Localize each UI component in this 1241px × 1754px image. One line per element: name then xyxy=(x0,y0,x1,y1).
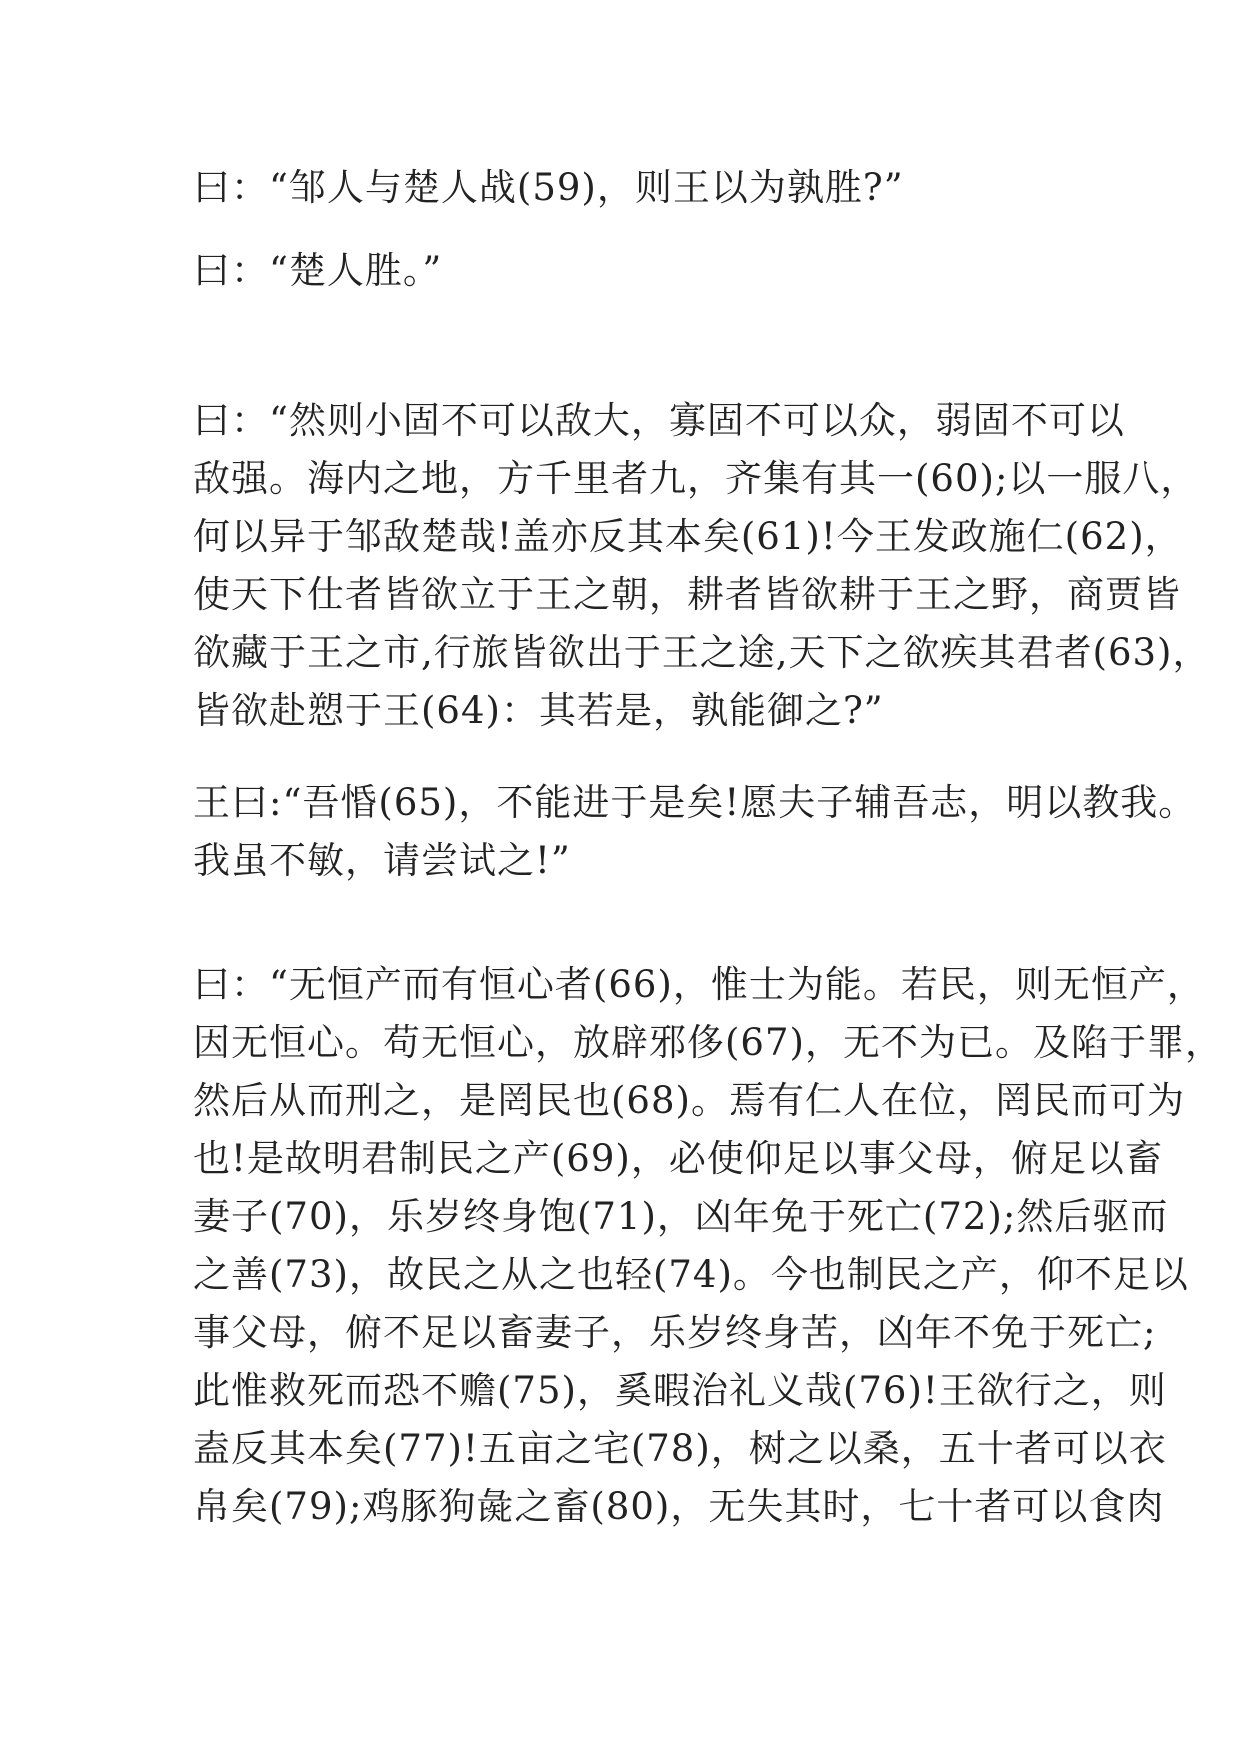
text-line: 也!是故明君制民之产(69)，必使仰足以事父母，俯足以畜 xyxy=(193,1137,1163,1180)
text-line: 曰：“楚人胜。” xyxy=(193,249,443,292)
text-line: 我虽不敏，请尝试之!” xyxy=(193,839,571,882)
text-line: 之善(73)，故民之从之也轻(74)。今也制民之产，仰不足以 xyxy=(193,1253,1189,1296)
text-line: 敌强。海内之地，方千里者九，齐集有其一(60);以一服八， xyxy=(193,457,1199,500)
text-line: 帛矣(79);鸡豚狗彘之畜(80)，无失其时，七十者可以食肉 xyxy=(193,1485,1165,1528)
text-line: 使天下仕者皆欲立于王之朝，耕者皆欲耕于王之野，商贾皆 xyxy=(193,573,1181,616)
paragraph-4 xyxy=(193,774,1197,890)
text-line: 曰：“邹人与楚人战(59)，则王以为孰胜?” xyxy=(193,166,904,209)
paragraph-1 xyxy=(193,159,1073,217)
text-line: 王曰:“吾惛(65)，不能进于是矣!愿夫子辅吾志，明以教我。 xyxy=(193,781,1197,824)
text-line: 盍反其本矣(77)!五亩之宅(78)，树之以桑，五十者可以衣 xyxy=(193,1427,1167,1470)
text-line: 曰：“无恒产而有恒心者(66)，惟士为能。若民，则无恒产， xyxy=(193,963,1205,1006)
text-line: 欲藏于王之市,行旅皆欲出于王之途,天下之欲疾其君者(63)， xyxy=(193,631,1211,674)
paragraph-5 xyxy=(193,956,1223,1536)
text-line: 皆欲赴愬于王(64)：其若是，孰能御之?” xyxy=(193,689,884,732)
paragraph-3 xyxy=(193,392,1211,740)
paragraph-2 xyxy=(193,242,1073,300)
text-line: 何以异于邹敌楚哉!盖亦反其本矣(61)!今王发政施仁(62)， xyxy=(193,515,1183,558)
text-line: 曰：“然则小固不可以敌大，寡固不可以众，弱固不可以 xyxy=(193,399,1125,442)
text-line: 因无恒心。苟无恒心，放辟邪侈(67)，无不为已。及陷于罪， xyxy=(193,1021,1223,1064)
text-line: 妻子(70)，乐岁终身饱(71)，凶年免于死亡(72);然后驱而 xyxy=(193,1195,1169,1238)
text-line: 然后从而刑之，是罔民也(68)。焉有仁人在位，罔民而可为 xyxy=(193,1079,1185,1122)
text-line: 事父母，俯不足以畜妻子，乐岁终身苦，凶年不免于死亡; xyxy=(193,1311,1157,1354)
text-line: 此惟救死而恐不赡(75)，奚暇治礼义哉(76)!王欲行之，则 xyxy=(193,1369,1167,1412)
